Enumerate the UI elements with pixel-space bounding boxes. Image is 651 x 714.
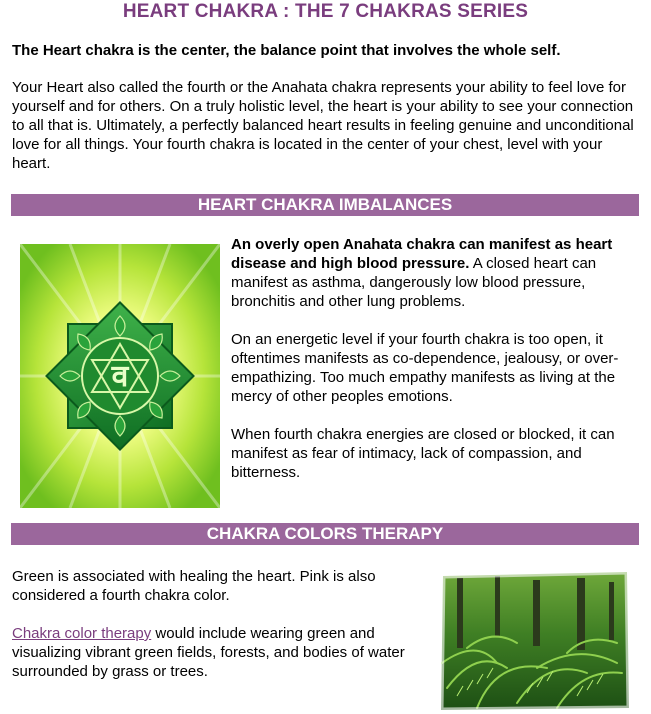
page-title: HEART CHAKRA : THE 7 CHAKRAS SERIES [122,1,529,22]
chakra-color-therapy-link[interactable]: Chakra color therapy [12,625,152,642]
imbalances-p1-bold: An overly open Anahata chakra can manifest as heart disease and high blood pressure. [231,236,613,272]
colors-heading: CHAKRA COLORS THERAPY [11,523,639,545]
imbalances-paragraph-1 [231,235,631,311]
imbalances-paragraph-2: On an energetic level if your fourth chakra is too open, it oftentimes manifests as co-dependence, jealousy, or over-empathizing. Too much empathy manifests as living at the mercy of other peoples emotions. [231,331,619,405]
colors-text [12,567,422,700]
intro-body: Your Heart also called the fourth or the Anahata chakra represents your ability to feel love for yourself and for others. On a truly holistic level, the heart is your ability to see your connection to all that is. Ultimately, a perfectly balanced heart results in feeling genuine and unconditional love for all things. Your fourth chakra is located in the center of your chest, level with your heart. [12,79,634,172]
colors-paragraph-1: Green is associated with healing the heart. Pink is also considered a fourth chakra color. [12,568,376,604]
heart-chakra-symbol-image [20,244,220,508]
fern-forest-image [437,568,633,714]
imbalances-heading: HEART CHAKRA IMBALANCES [11,194,639,216]
imbalances-paragraph-3: When fourth chakra energies are closed or blocked, it can manifest as fear of intimacy, lack of compassion, and bitterness. [231,426,615,481]
imbalances-text [231,235,631,501]
colors-paragraph-2 [12,624,422,681]
imbalances-p1-rest: A closed heart can manifest as asthma, dangerously low blood pressure, bronchitis and other lung problems. [231,255,597,310]
intro-lead: The Heart chakra is the center, the balance point that involves the whole self. [12,42,561,59]
colors-p2-rest: would include wearing green and visualizing vibrant green fields, forests, and bodies of water surrounded by grass or trees. [12,625,405,680]
anahata-glyph: व [111,359,129,394]
